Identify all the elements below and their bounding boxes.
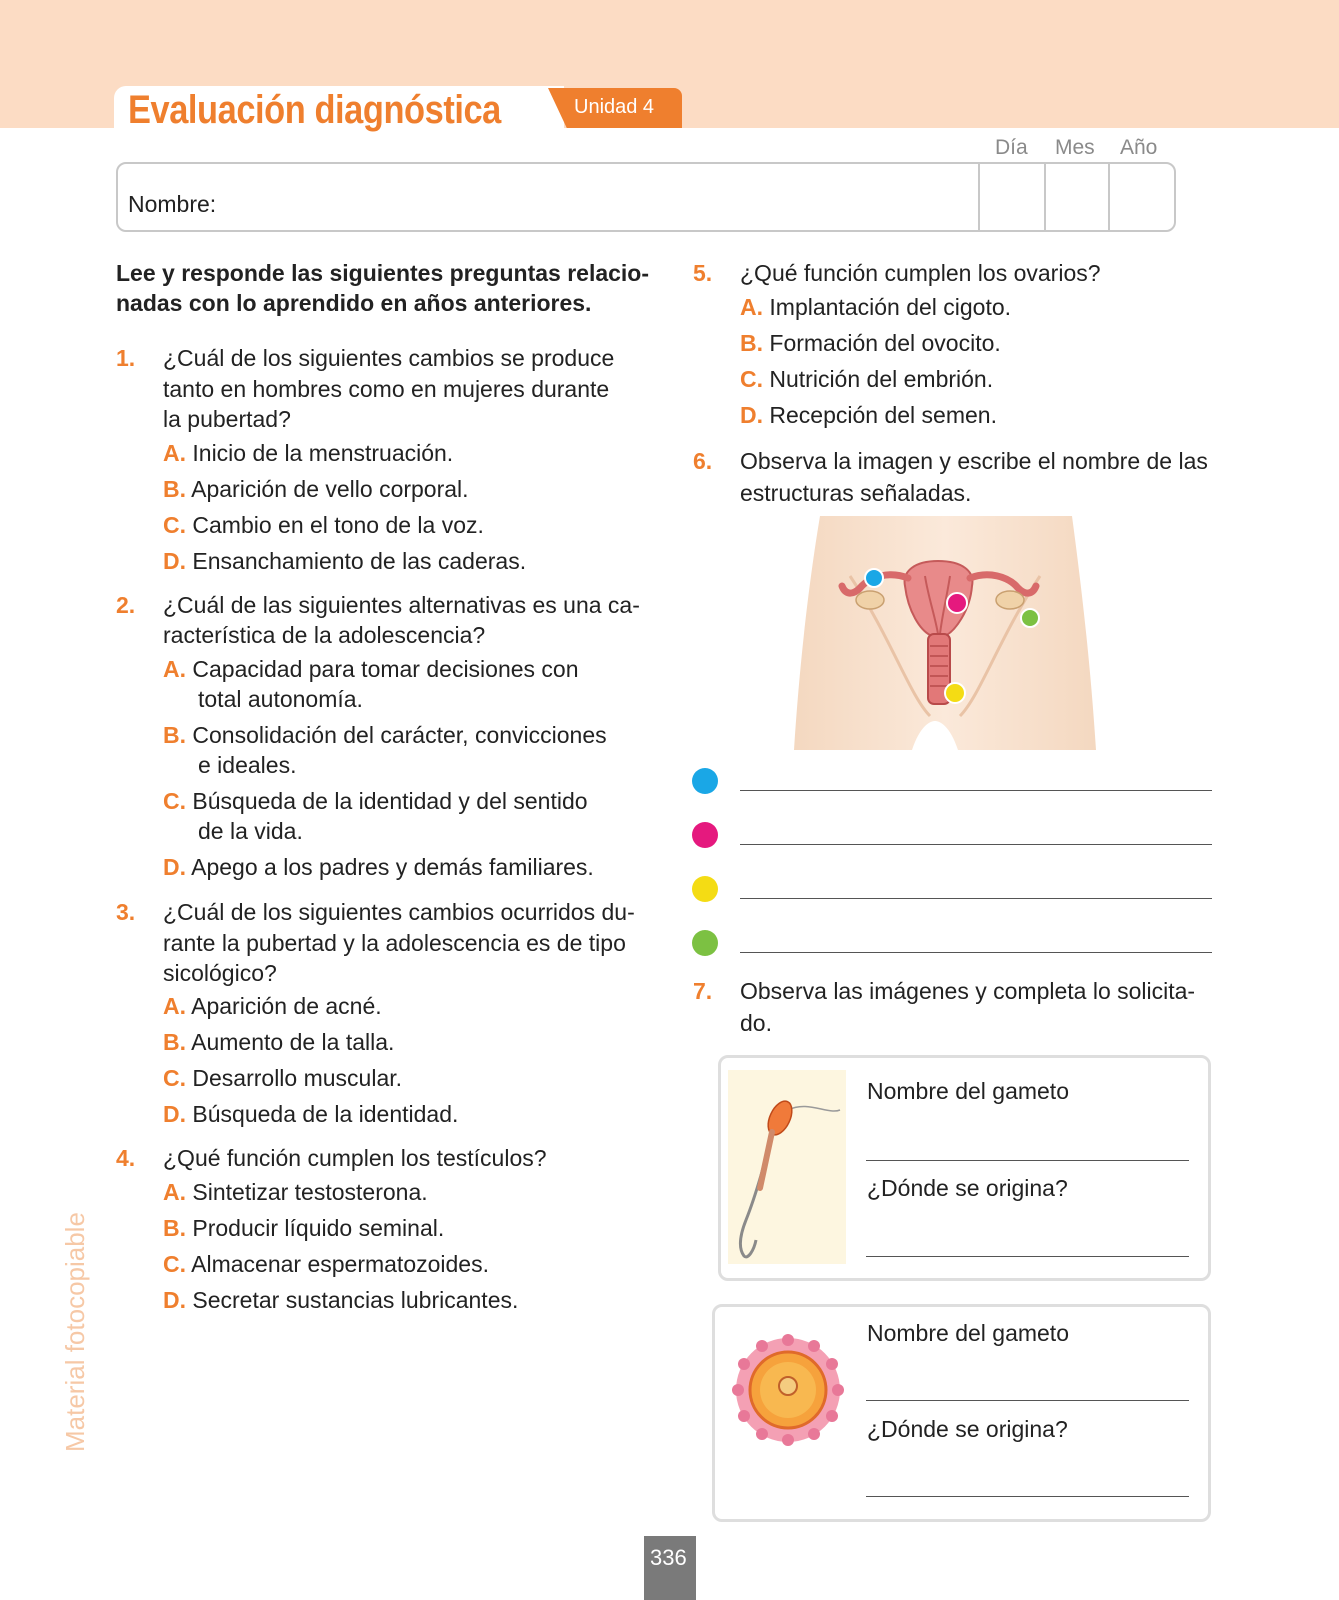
option-text: Almacenar espermatozoides. xyxy=(191,1251,489,1277)
question-text: ¿Cuál de las siguientes alternativas es una ca- xyxy=(163,592,640,618)
question-number: 3. xyxy=(116,899,136,925)
option-letter: D. xyxy=(163,548,186,574)
option-text: Sintetizar testosterona. xyxy=(192,1179,428,1205)
question-text: tanto en hombres como en mujeres durante xyxy=(163,376,610,402)
option-text: Producir líquido seminal. xyxy=(192,1215,445,1241)
option-text: Capacidad para tomar decisiones con xyxy=(192,656,579,682)
option-text: Implantación del cigoto. xyxy=(769,294,1012,320)
question-text: ¿Qué función cumplen los testículos? xyxy=(163,1145,547,1171)
question-text: racterística de la adolescencia? xyxy=(163,622,486,648)
question-text: ¿Qué función cumplen los ovarios? xyxy=(740,260,1101,286)
option-text: Cambio en el tono de la voz. xyxy=(192,512,484,538)
page-number: 336 xyxy=(650,1545,687,1570)
option-letter: B. xyxy=(163,1029,186,1055)
option-text: Aumento de la talla. xyxy=(191,1029,395,1055)
answer-bullet-green xyxy=(692,930,718,956)
name-field-box[interactable] xyxy=(116,162,1176,232)
option-text: Apego a los padres y demás familiares. xyxy=(191,854,594,880)
question-text: estructuras señaladas. xyxy=(740,480,972,506)
marker-green xyxy=(1020,608,1040,628)
gamete-origin-label: ¿Dónde se origina? xyxy=(867,1175,1068,1201)
option-text: e ideales. xyxy=(198,752,297,778)
question-text: sicológico? xyxy=(163,960,277,986)
question-number: 7. xyxy=(693,978,713,1004)
option-text: Ensanchamiento de las caderas. xyxy=(192,548,527,574)
option-text: de la vida. xyxy=(198,818,303,844)
sperm-cell-icon xyxy=(728,1070,846,1264)
option-text: Desarrollo muscular. xyxy=(192,1065,403,1091)
answer-line[interactable] xyxy=(866,1256,1189,1257)
question-number: 6. xyxy=(693,448,713,474)
answer-line[interactable] xyxy=(866,1496,1189,1497)
option-text: Recepción del semen. xyxy=(769,402,997,428)
intro-line: Lee y responde las siguientes preguntas relacio- xyxy=(116,260,650,286)
gamete-origin-label: ¿Dónde se origina? xyxy=(867,1416,1068,1442)
option-letter: D. xyxy=(163,1101,186,1127)
date-label-year: Año xyxy=(1120,136,1158,159)
page-title: Evaluación diagnóstica xyxy=(128,88,501,132)
question-number: 1. xyxy=(116,345,136,371)
option-letter: C. xyxy=(740,366,763,392)
marker-blue xyxy=(864,568,884,588)
option-letter: B. xyxy=(163,476,186,502)
question-text: la pubertad? xyxy=(163,406,291,432)
date-label-day: Día xyxy=(995,136,1028,159)
option-text: Secretar sustancias lubricantes. xyxy=(192,1287,519,1313)
option-text: Consolidación del carácter, convicciones xyxy=(192,722,607,748)
intro-line: nadas con lo aprendido en años anteriores. xyxy=(116,290,592,316)
gamete-name-label: Nombre del gameto xyxy=(867,1078,1069,1104)
option-letter: A. xyxy=(163,1179,186,1205)
option-text: Búsqueda de la identidad. xyxy=(192,1101,459,1127)
question-number: 4. xyxy=(116,1145,136,1171)
side-label: Material fotocopiable xyxy=(60,1212,90,1452)
answer-line[interactable] xyxy=(866,1400,1189,1401)
option-text: Aparición de vello corporal. xyxy=(191,476,469,502)
option-letter: C. xyxy=(163,512,186,538)
option-letter: D. xyxy=(740,402,763,428)
option-letter: C. xyxy=(163,1251,186,1277)
option-text: Búsqueda de la identidad y del sentido xyxy=(192,788,588,814)
option-letter: A. xyxy=(163,993,186,1019)
answer-line[interactable] xyxy=(740,952,1212,953)
female-reproductive-system-illustration xyxy=(790,516,1110,750)
date-divider xyxy=(1044,164,1046,230)
option-letter: C. xyxy=(163,788,186,814)
answer-line[interactable] xyxy=(740,790,1212,791)
option-letter: D. xyxy=(163,854,186,880)
option-text: Formación del ovocito. xyxy=(769,330,1001,356)
date-divider xyxy=(1108,164,1110,230)
option-letter: B. xyxy=(163,722,186,748)
answer-bullet-yellow xyxy=(692,876,718,902)
answer-line[interactable] xyxy=(866,1160,1189,1161)
option-text: Aparición de acné. xyxy=(191,993,382,1019)
question-text: Observa la imagen y escribe el nombre de las xyxy=(740,448,1208,474)
option-letter: A. xyxy=(740,294,763,320)
option-letter: B. xyxy=(163,1215,186,1241)
gamete-name-label: Nombre del gameto xyxy=(867,1320,1069,1346)
option-text: Inicio de la menstruación. xyxy=(192,440,454,466)
marker-yellow xyxy=(944,682,966,704)
egg-cell-icon xyxy=(730,1334,846,1446)
question-text: ¿Cuál de los siguientes cambios ocurridos du- xyxy=(163,899,635,925)
date-divider xyxy=(978,164,980,230)
question-number: 5. xyxy=(693,260,713,286)
option-letter: B. xyxy=(740,330,763,356)
option-letter: D. xyxy=(163,1287,186,1313)
option-text: Nutrición del embrión. xyxy=(769,366,994,392)
answer-line[interactable] xyxy=(740,844,1212,845)
question-number: 2. xyxy=(116,592,136,618)
name-label: Nombre: xyxy=(128,191,217,217)
question-text: Observa las imágenes y completa lo solicita- xyxy=(740,978,1196,1004)
unit-label: Unidad 4 xyxy=(574,96,655,118)
question-text: do. xyxy=(740,1010,772,1036)
option-letter: A. xyxy=(163,440,186,466)
date-label-month: Mes xyxy=(1055,136,1095,159)
answer-bullet-magenta xyxy=(692,822,718,848)
question-text: rante la pubertad y la adolescencia es de tipo xyxy=(163,930,626,956)
option-letter: A. xyxy=(163,656,186,682)
option-text: total autonomía. xyxy=(198,686,363,712)
answer-line[interactable] xyxy=(740,898,1212,899)
question-text: ¿Cuál de los siguientes cambios se produce xyxy=(163,345,615,371)
marker-magenta xyxy=(946,592,968,614)
option-letter: C. xyxy=(163,1065,186,1091)
answer-bullet-blue xyxy=(692,768,718,794)
